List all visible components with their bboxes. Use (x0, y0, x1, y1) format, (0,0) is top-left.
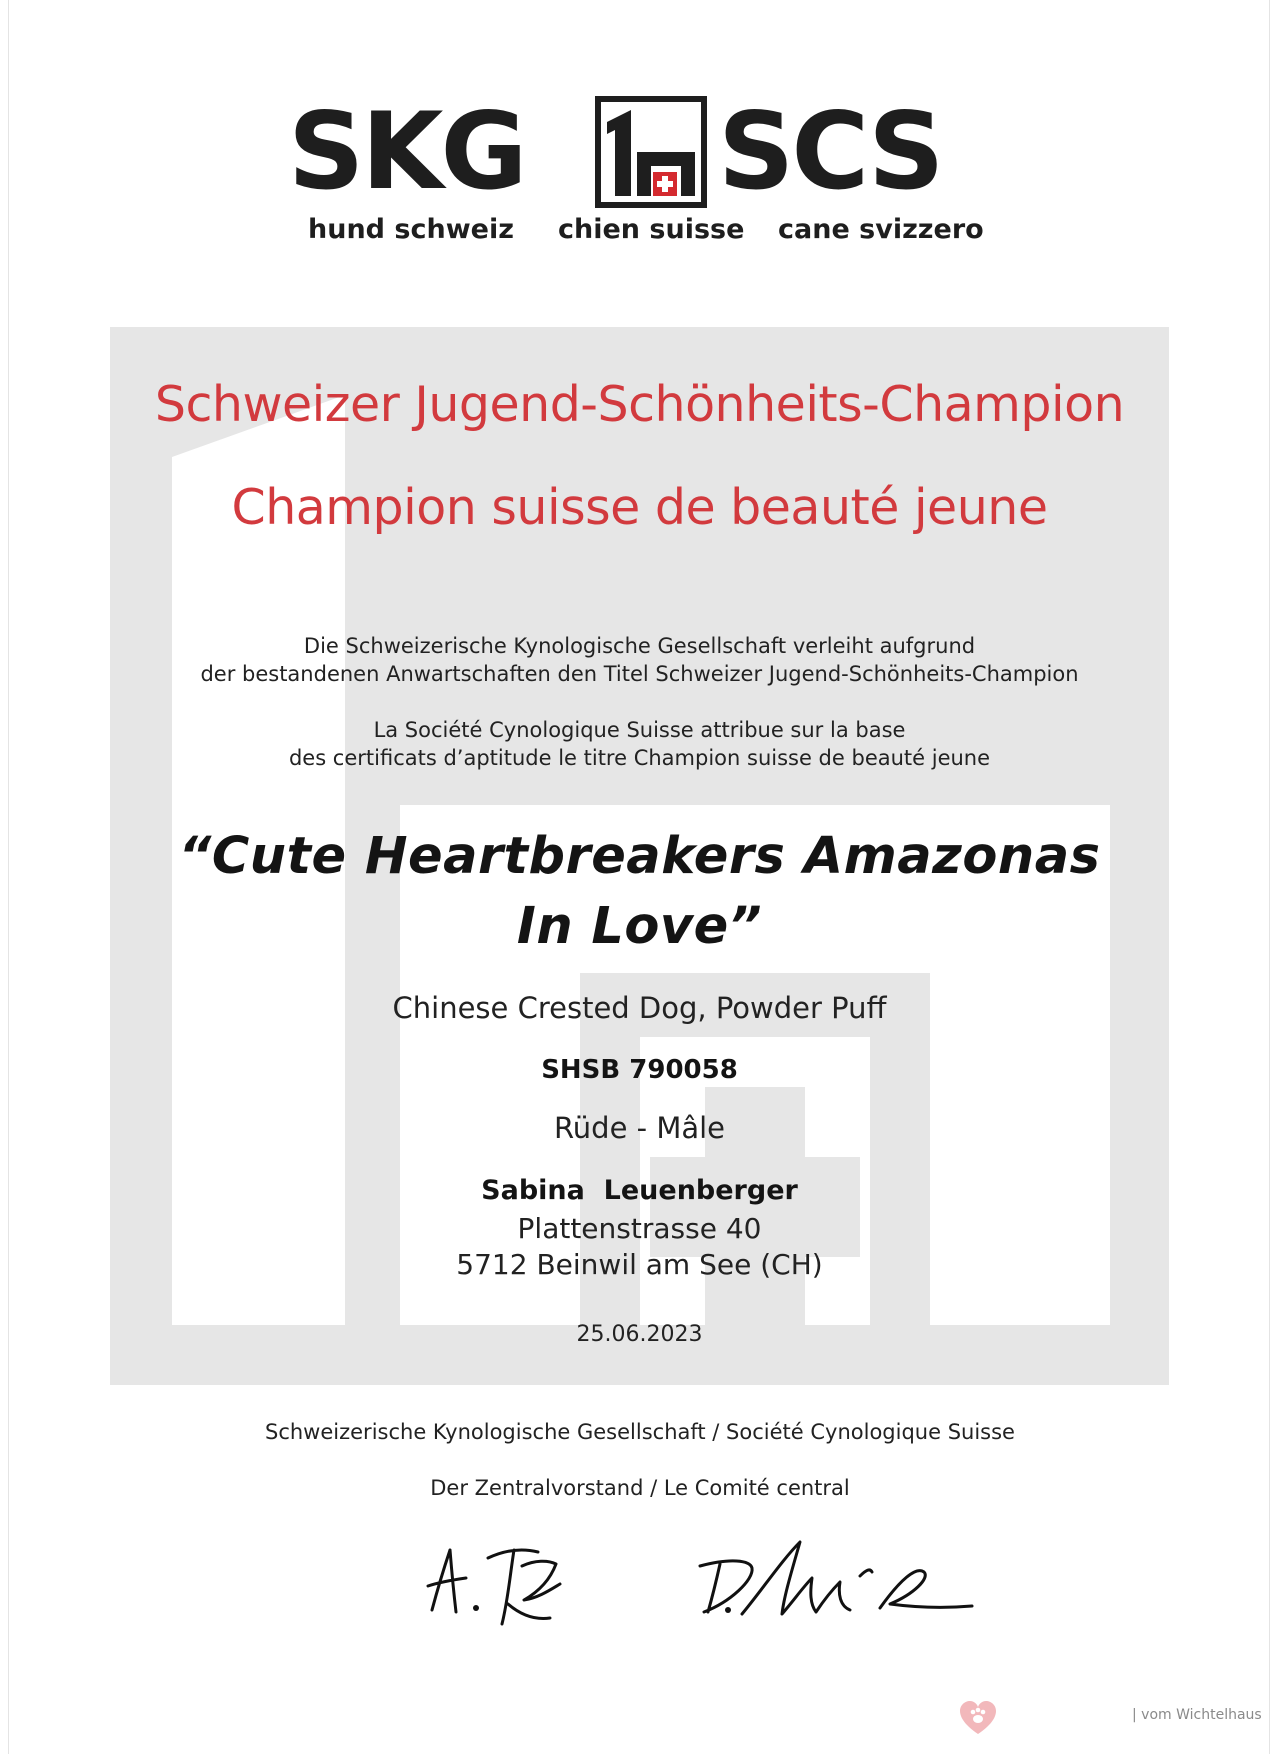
skg-scs-logo (288, 92, 992, 252)
logo-skg-text: SKG (288, 90, 525, 213)
logo-tagline-it: cane svizzero (778, 214, 984, 245)
dog-name-line-2: In Love” (516, 897, 763, 956)
description-german-line-2: der bestandenen Anwartschaften den Titel Schweizer Jugend-Schönheits-Champion (200, 662, 1079, 686)
title-german: Schweizer Jugend-Schönheits-Champion (154, 376, 1125, 433)
logo-tagline-fr: chien suisse (558, 214, 745, 245)
dog-breed: Chinese Crested Dog, Powder Puff (392, 991, 887, 1025)
description-french (110, 716, 1169, 772)
registration-number: SHSB 790058 (541, 1055, 738, 1085)
title-french: Champion suisse de beauté jeune (231, 479, 1048, 536)
heart-paw-icon (958, 1700, 998, 1736)
award-date: 25.06.2023 (576, 1322, 703, 1347)
description-french-line-1: La Société Cynologique Suisse attribue sur la base (373, 718, 906, 742)
dog-name-line-1: “Cute Heartbreakers Amazonas (178, 827, 1101, 886)
logo-scs-text: SCS (718, 90, 942, 213)
owner-street: Plattenstrasse 40 (517, 1212, 762, 1245)
logo-tagline-de: hund schweiz (308, 214, 514, 245)
dog-logo-icon (595, 96, 707, 208)
description-german (110, 632, 1169, 688)
dog-sex: Rüde - Mâle (553, 1111, 726, 1145)
organization-name: Schweizerische Kynologische Gesellschaft / Société Cynologique Suisse (265, 1420, 1015, 1444)
owner-name: Sabina Leuenberger (481, 1175, 798, 1206)
signature-1 (410, 1520, 580, 1640)
description-german-line-1: Die Schweizerische Kynologische Gesellschaft verleiht aufgrund (303, 634, 976, 658)
dog-name (110, 822, 1169, 962)
signature-2 (690, 1520, 980, 1640)
board-name: Der Zentralvorstand / Le Comité central (430, 1476, 850, 1500)
footer-credit: | vom Wichtelhaus (1132, 1707, 1262, 1723)
description-french-line-2: des certificats d’aptitude le titre Champion suisse de beauté jeune (288, 746, 991, 770)
owner-city: 5712 Beinwil am See (CH) (456, 1248, 823, 1281)
